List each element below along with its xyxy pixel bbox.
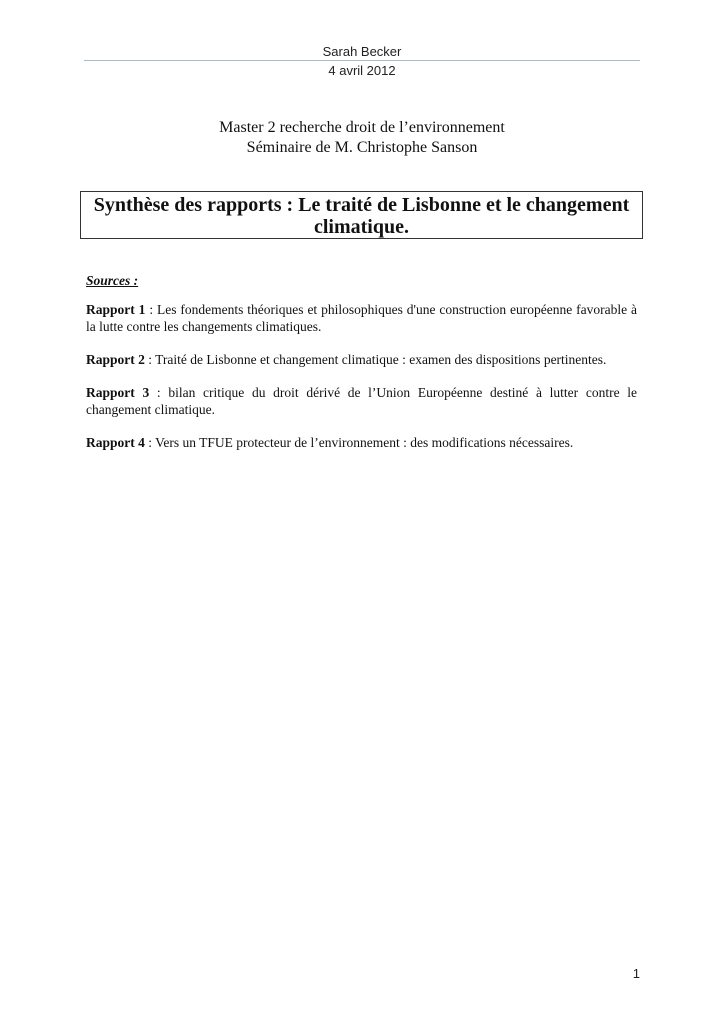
rapport-label: Rapport 2 — [86, 352, 145, 367]
rapport-item — [86, 384, 637, 418]
header-author: Sarah Becker — [322, 44, 402, 59]
sources-heading: Sources : — [86, 273, 139, 288]
rapport-item — [86, 301, 637, 335]
rapport-item — [86, 434, 637, 451]
header-divider — [84, 60, 640, 61]
document-title: Synthèse des rapports : Le traité de Lisbonne et le changement climatique. — [80, 191, 643, 239]
rapport-label: Rapport 4 — [86, 435, 145, 450]
page-number: 1 — [632, 966, 640, 981]
rapport-text: : Vers un TFUE protecteur de l’environnement : des modifications nécessaires. — [144, 435, 574, 450]
course-line-program: Master 2 recherche droit de l’environnement — [219, 119, 505, 136]
rapport-item — [86, 351, 637, 368]
rapport-label: Rapport 1 — [86, 302, 146, 317]
sources-section — [86, 272, 637, 467]
rapport-text: : bilan critique du droit dérivé de l’Union Européenne destiné à lutter contre le changement climatique. — [86, 385, 637, 417]
rapport-text: : Les fondements théoriques et philosophiques d'une construction européenne favorable à la lutte contre les changements climatiques. — [86, 302, 637, 334]
course-line-seminar: Séminaire de M. Christophe Sanson — [246, 139, 478, 156]
rapport-label: Rapport 3 — [86, 385, 150, 400]
header-date: 4 avril 2012 — [328, 63, 396, 78]
rapport-text: : Traité de Lisbonne et changement climatique : examen des dispositions pertinentes. — [144, 352, 607, 367]
course-info — [84, 118, 640, 158]
